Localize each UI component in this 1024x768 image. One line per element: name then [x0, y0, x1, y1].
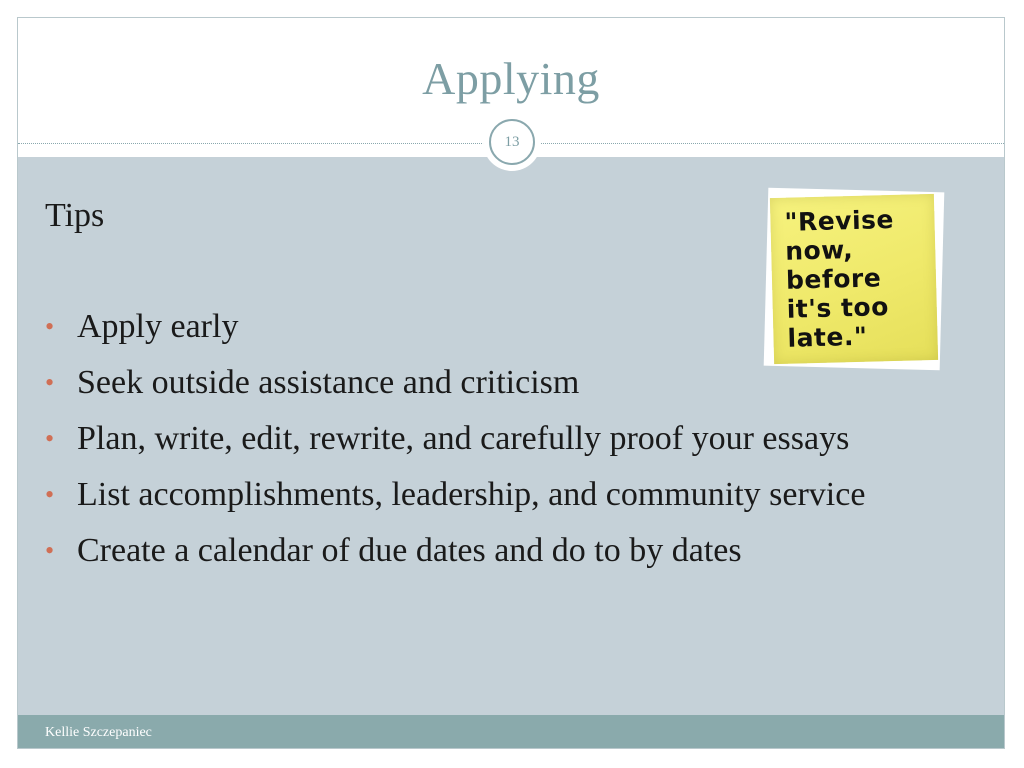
bullet-text: Apply early	[77, 308, 239, 345]
page-number-badge	[483, 113, 541, 171]
bullet-icon: •	[45, 424, 55, 453]
subtitle: Tips	[45, 197, 105, 234]
bullet-item	[45, 475, 945, 515]
bullet-icon: •	[45, 536, 55, 565]
bullet-icon: •	[45, 368, 55, 397]
sticky-note-text: "Revise now, before it's too late."	[784, 204, 895, 353]
bullet-item	[45, 363, 945, 403]
bullet-text: Seek outside assistance and criticism	[77, 364, 580, 401]
bullet-item	[45, 531, 945, 571]
bullet-icon: •	[45, 480, 55, 509]
footer-bar	[18, 715, 1004, 749]
page-number: 13	[489, 119, 535, 165]
content-area	[18, 157, 1004, 715]
bullet-item	[45, 419, 945, 459]
footer-author: Kellie Szczepaniec	[45, 725, 152, 740]
bullet-text: Plan, write, edit, rewrite, and carefully proof your essays	[77, 420, 850, 457]
bullet-icon: •	[45, 312, 55, 341]
sticky-note-paper	[770, 194, 938, 364]
bullet-text: Create a calendar of due dates and do to by dates	[77, 532, 742, 569]
slide-title: Applying	[422, 53, 600, 104]
sticky-note-image	[764, 188, 945, 371]
slide	[17, 17, 1005, 749]
bullet-text: List accomplishments, leadership, and community service	[77, 476, 866, 513]
